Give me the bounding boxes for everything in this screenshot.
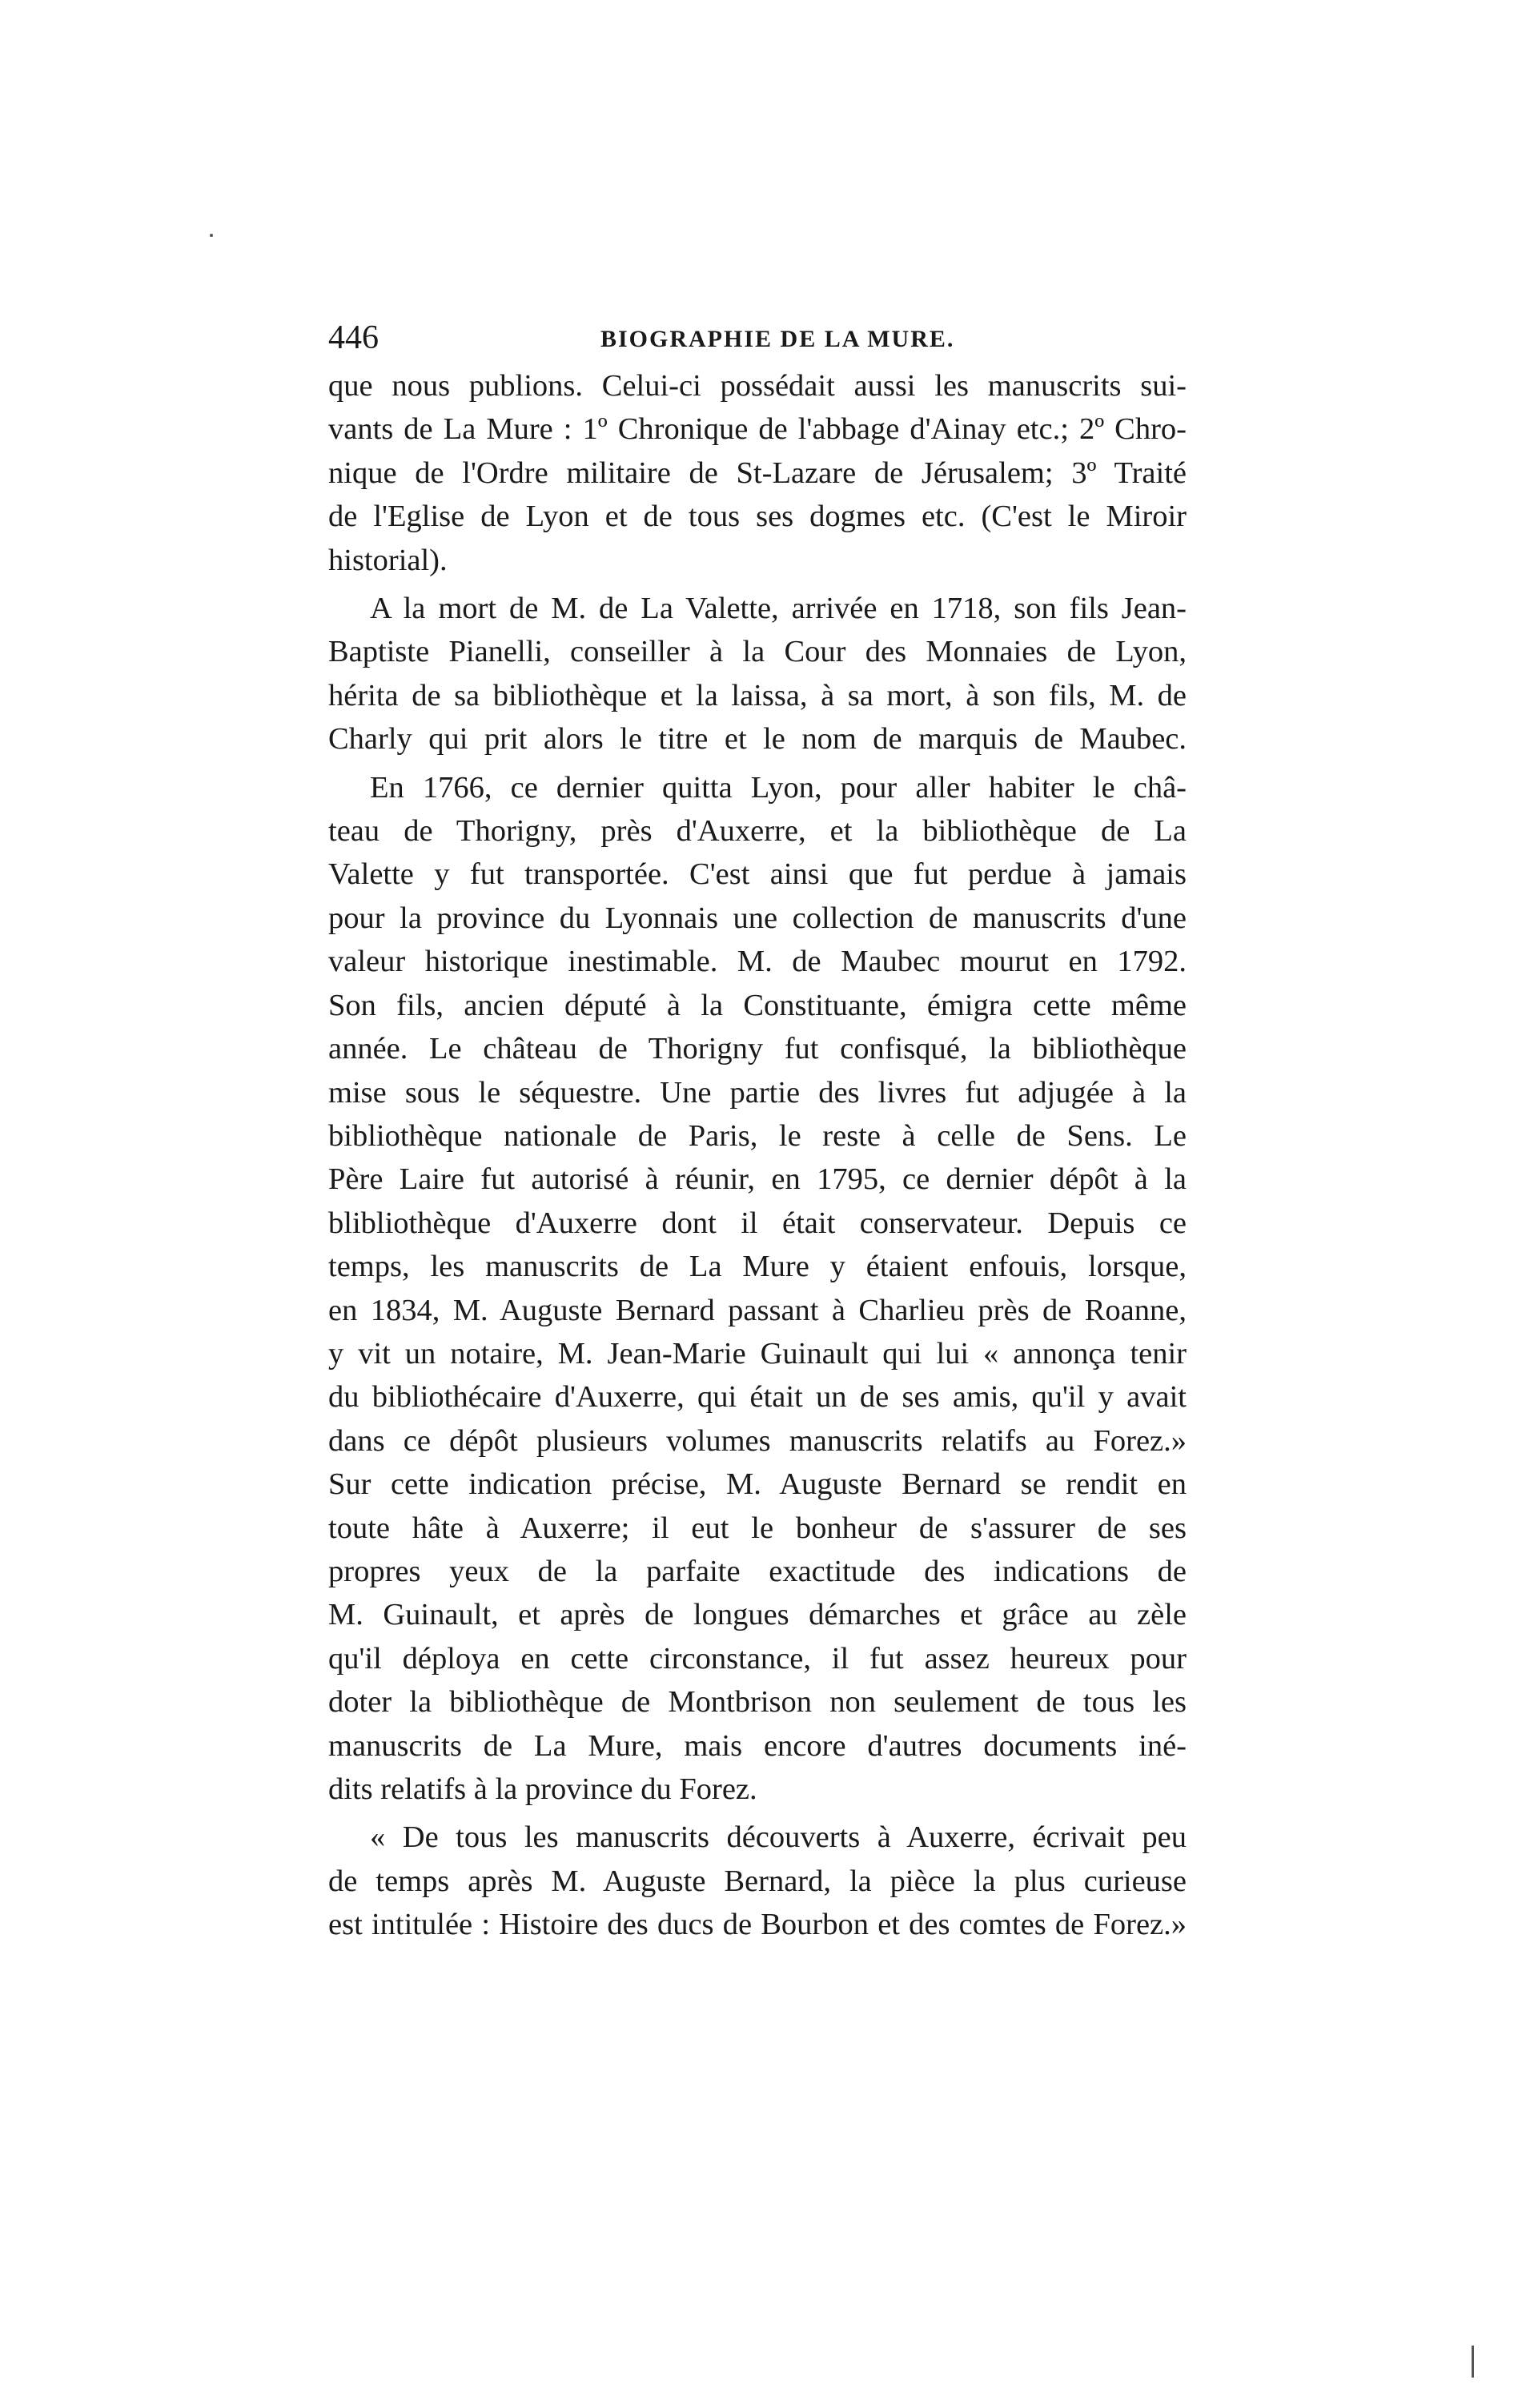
text-line: nique de l'Ordre militaire de St-Lazare de Jérusalem; 3º Traité [328, 456, 1187, 490]
text-line: que nous publions. Celui-ci possédait aussi les manuscrits sui- [328, 369, 1187, 403]
text-line: Charly qui prit alors le titre et le nom de marquis de Maubec. [328, 722, 1187, 757]
text-line: Sur cette indication précise, M. Auguste Bernard se rendit en [328, 1467, 1187, 1502]
text-line: bibliothèque nationale de Paris, le reste à celle de Sens. Le [328, 1118, 1187, 1153]
body-text [328, 364, 1187, 1947]
page-number: 446 [328, 319, 379, 356]
text-line: est intitulée : Histoire des ducs de Bourbon et des comtes de Forez.» [328, 1908, 1187, 1942]
text-line: toute hâte à Auxerre; il eut le bonheur de s'assurer de ses [328, 1511, 1187, 1545]
text-line: blibliothèque d'Auxerre dont il était conservateur. Depuis ce [328, 1206, 1187, 1240]
text-line: hérita de sa bibliothèque et la laissa, à sa mort, à son fils, M. de [328, 678, 1187, 712]
text-line: Baptiste Pianelli, conseiller à la Cour des Monnaies de Lyon, [328, 635, 1187, 669]
text-line: année. Le château de Thorigny fut confisqué, la bibliothèque [328, 1032, 1187, 1066]
text-line: Valette y fut transportée. C'est ainsi que fut perdue à jamais [328, 857, 1187, 892]
scan-mark [1472, 2346, 1474, 2378]
text-line: pour la province du Lyonnais une collection de manuscrits d'une [328, 901, 1187, 935]
text-line: propres yeux de la parfaite exactitude des indications de [328, 1554, 1187, 1588]
text-line: y vit un notaire, M. Jean-Marie Guinault qui lui « annonça tenir [328, 1336, 1187, 1371]
text-line: du bibliothécaire d'Auxerre, qui était un de ses amis, qu'il y avait [328, 1380, 1187, 1415]
text-line: vants de La Mure : 1º Chronique de l'abbage d'Ainay etc.; 2º Chro- [328, 412, 1187, 447]
text-line: valeur historique inestimable. M. de Maubec mourut en 1792. [328, 945, 1187, 979]
scan-mark [210, 234, 213, 237]
text-line: temps, les manuscrits de La Mure y étaient enfouis, lorsque, [328, 1250, 1187, 1284]
text-line: dans ce dépôt plusieurs volumes manuscrits relatifs au Forez.» [328, 1423, 1187, 1458]
text-line: teau de Thorigny, près d'Auxerre, et la bibliothèque de La [328, 814, 1187, 849]
text-line: Père Laire fut autorisé à réunir, en 1795, ce dernier dépôt à la [328, 1162, 1187, 1197]
text-line: dits relatifs à la province du Forez. [328, 1772, 757, 1806]
text-line: « De tous les manuscrits découverts à Auxerre, écrivait peu [370, 1820, 1187, 1855]
text-line: de l'Eglise de Lyon et de tous ses dogmes etc. (C'est le Miroir [328, 500, 1187, 534]
text-line: historial). [328, 543, 448, 577]
text-line: En 1766, ce dernier quitta Lyon, pour aller habiter le châ- [370, 770, 1187, 805]
text-line: qu'il déploya en cette circonstance, il fut assez heureux pour [328, 1641, 1187, 1676]
text-line: en 1834, M. Auguste Bernard passant à Charlieu près de Roanne, [328, 1293, 1187, 1327]
text-line: M. Guinault, et après de longues démarches et grâce au zèle [328, 1598, 1187, 1632]
running-title: BIOGRAPHIE DE LA MURE. [600, 326, 955, 352]
text-line: Son fils, ancien député à la Constituante, émigra cette même [328, 988, 1187, 1022]
page-header [328, 314, 1187, 362]
text-line: de temps après M. Auguste Bernard, la pièce la plus curieuse [328, 1864, 1187, 1898]
text-line: doter la bibliothèque de Montbrison non seulement de tous les [328, 1685, 1187, 1720]
text-line: manuscrits de La Mure, mais encore d'autres documents iné- [328, 1728, 1187, 1763]
text-line: A la mort de M. de La Valette, arrivée en 1718, son fils Jean- [370, 592, 1187, 626]
text-line: mise sous le séquestre. Une partie des livres fut adjugée à la [328, 1075, 1187, 1110]
